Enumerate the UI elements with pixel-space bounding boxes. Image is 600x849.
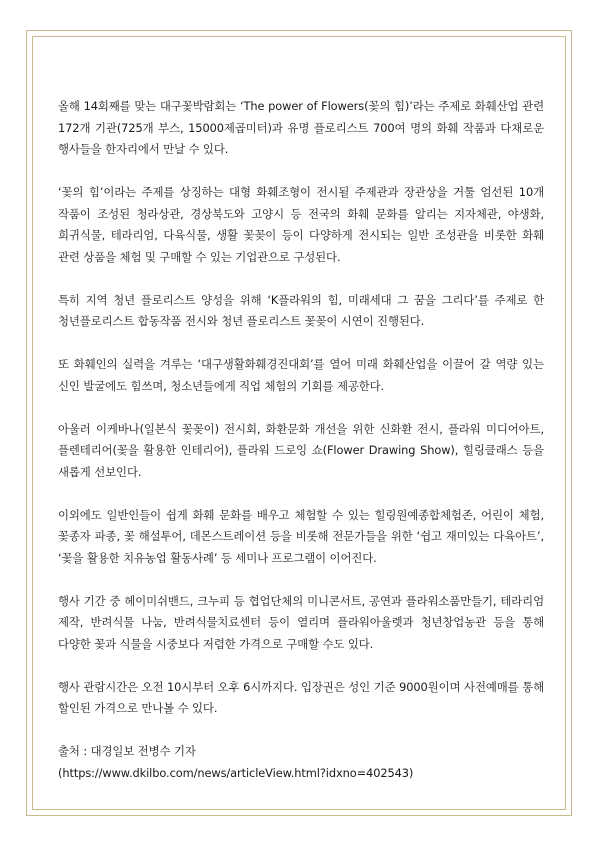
paragraph-contest: 또 화훼인의 실력을 겨루는 ‘대구생활화훼경진대회’를 열어 미래 화훼산업을 이끌어 갈 역량 있는 신인 발굴에도 힘쓰며, 청소년들에게 직업 체험의 기회를 제공한다.	[58, 357, 544, 393]
paragraph-young-florists: 특히 지역 청년 플로리스트 양성을 위해 ‘K플라워의 힘, 미래세대 그 꿈을 그리다’를 주제로 한 청년플로리스트 합동작품 전시와 청년 플로리스트 꽃꽂이 시연이 진행된다.	[58, 292, 544, 328]
paragraph-events: 행사 기간 중 헤이미쉬밴드, 크누피 등 협업단체의 미니콘서트, 공연과 플라워소품만들기, 테라리엄 제작, 반려식물 나눔, 반려식물치료센터 등이 열리며 플라워아울렛과 청년창업농관 등을 통해 다양한 꽃과 식물을 시중보다 저렴한 가격으로 구매할 수도 있다.	[58, 593, 544, 651]
paragraph-hours-tickets: 행사 관람시간은 오전 10시부터 오후 6시까지다. 입장권은 성인 기준 9000원이며 사전예매를 통해 할인된 가격으로 만나볼 수 있다.	[58, 679, 544, 715]
paragraph-new-exhibits: 아울러 이케바나(일본식 꽃꽂이) 전시회, 화환문화 개선을 위한 신화환 전시, 플라워 미디어아트, 플렌테리어(꽃을 활용한 인테리어), 플라워 드로잉 쇼(Flower Drawing Show), 힐링클래스 등을 새롭게 선보인다.	[58, 421, 544, 479]
paragraph-intro: 올해 14회째를 맞는 대구꽃박람회는 ‘The power of Flowers(꽃의 힘)’라는 주제로 화훼산업 관련 172개 기관(725개 부스, 15000제곱미터)과 유명 플로리스트 700여 명의 화훼 작품과 다채로운 행사들을 한자리에서 만날 수 있다.	[58, 99, 544, 156]
paragraph-pavilions: ‘꽃의 힘’이라는 주제를 상징하는 대형 화훼조형이 전시될 주제관과 장관상을 거툴 엄선된 10개 작품이 조성된 청라상관, 경상북도와 고양시 등 전국의 화훼 문화를 알리는 지자체관, 야생화, 희귀식물, 테라리엄, 다육식물, 생활 꽃꽂이 등이 다양하게 전시되는 일반 조성관을 비롯한 화훼 관련 상품을 체험 및 구매할 수 있는 기업관으로 구성된다.	[58, 185, 544, 264]
source-url[interactable]: (https://www.dkilbo.com/news/articleView.html?idxno=402543)	[58, 765, 414, 780]
paragraph-experience: 이외에도 일반인들이 쉽게 화훼 문화를 배우고 체험할 수 있는 힐링원예종합체험존, 어린이 체험, 꽃종자 파종, 꽃 해설투어, 데몬스트레이션 등을 비롯해 전문가들을 위한 ‘쉽고 재미있는 다육아트’, ‘꽃을 활용한 치유농업 활동사례’ 등 세미나 프로그램이 이어진다.	[58, 507, 544, 565]
article-body	[58, 96, 544, 784]
source-credit: 출처 : 대경일보 전병수 기자	[58, 744, 196, 758]
